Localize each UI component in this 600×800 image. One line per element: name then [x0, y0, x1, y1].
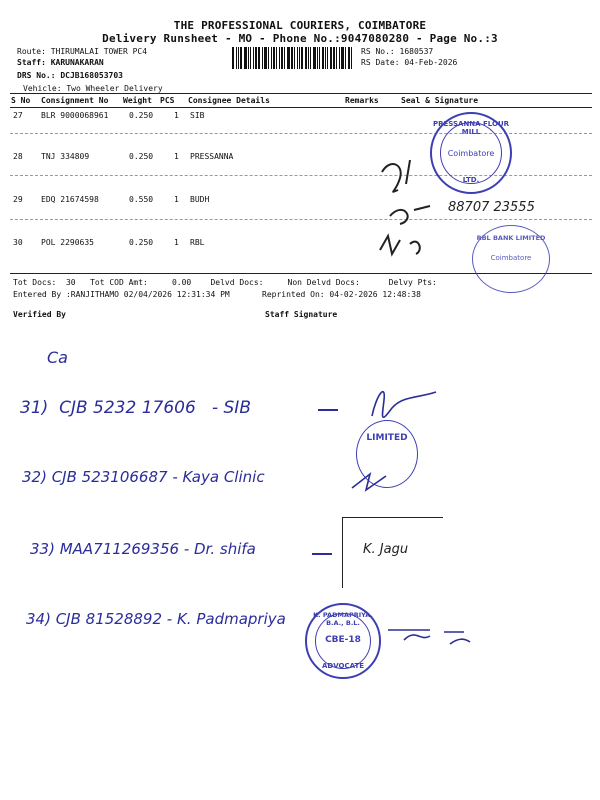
row-pcs: 1 — [174, 195, 179, 204]
row-consignee: SIB — [190, 111, 205, 120]
barcode-bar — [345, 47, 346, 69]
col-remarks: Remarks — [345, 96, 379, 105]
barcode-bar — [238, 47, 239, 69]
barcode-bar — [250, 47, 251, 69]
barcode-bar — [310, 47, 311, 69]
barcode-bar — [291, 47, 293, 69]
barcode-bar — [301, 47, 303, 69]
col-pcs: PCS — [160, 96, 175, 105]
stamp-text: Coimbatore — [490, 254, 532, 262]
col-consignee: Consignee Details — [188, 96, 270, 105]
pressanna-stamp — [430, 112, 512, 194]
dash-mark — [318, 409, 338, 411]
barcode-bar — [264, 47, 267, 69]
advocate-stamp — [305, 603, 381, 679]
barcode-bar — [284, 47, 285, 69]
barcode-bar — [268, 47, 269, 69]
signature-kaya — [346, 466, 406, 496]
row-weight: 0.250 — [129, 111, 154, 120]
row-sno: 30 — [13, 238, 23, 247]
barcode-bar — [271, 47, 272, 69]
barcode-bar — [348, 47, 350, 69]
stamp-text: PRESSANNA FLOUR MILL — [432, 120, 510, 136]
row-sno: 27 — [13, 111, 23, 120]
barcode-bar — [240, 47, 242, 69]
barcode-bar — [253, 47, 254, 69]
row-consignment: EDQ 21674598 — [41, 195, 99, 204]
row-sno: 29 — [13, 195, 23, 204]
barcode-bar — [287, 47, 290, 69]
col-weight: Weight — [123, 96, 152, 105]
barcode-bar — [339, 47, 340, 69]
barcode-bar — [336, 47, 337, 69]
barcode-bar — [351, 47, 352, 69]
col-consignment: Consignment No — [41, 96, 109, 105]
handwritten-entry: 32) CJB 523106687 - Kaya Clinic — [22, 468, 265, 486]
barcode-bar — [262, 47, 263, 69]
row-consignee: RBL — [190, 238, 205, 247]
stamp-text: LIMITED — [366, 433, 408, 443]
rs-date: RS Date: 04-Feb-2026 — [361, 58, 458, 67]
barcode-bar — [281, 47, 283, 69]
row-weight: 0.250 — [129, 238, 154, 247]
signature-sib — [362, 378, 442, 428]
barcode-bar — [258, 47, 260, 69]
barcode-bar — [313, 47, 316, 69]
barcode-bar — [236, 47, 237, 69]
row-weight: 0.250 — [129, 152, 154, 161]
runsheet-subtitle: Delivery Runsheet - MO - Phone No.:9047080280 - Page No.:3 — [102, 32, 498, 45]
row-consignee: BUDH — [190, 195, 210, 204]
handwritten-entry: 33) MAA711269356 - Dr. shifa — [30, 540, 256, 558]
row-consignment: POL 2290635 — [41, 238, 94, 247]
barcode-bar — [319, 47, 320, 69]
barcode-bar — [276, 47, 277, 69]
barcode-bar — [255, 47, 257, 69]
staff-signature-label: Staff Signature — [265, 310, 338, 319]
col-sno: S No — [11, 96, 31, 105]
company-title: THE PROFESSIONAL COURIERS, COIMBATORE — [173, 19, 427, 32]
barcode-bar — [305, 47, 307, 69]
signature-scribble — [382, 160, 410, 192]
barcode-bar — [317, 47, 318, 69]
stamp-text: K. PADMAPRIYA, B.A., B.L. — [313, 611, 373, 627]
row-consignee: PRESSANNA — [190, 152, 234, 161]
stamp-text: Coimbatore — [447, 149, 495, 158]
barcode — [232, 47, 356, 69]
signature-padmapriya — [384, 620, 474, 650]
row-sno: 28 — [13, 152, 23, 161]
route-label: Route: THIRUMALAI TOWER PC4 — [17, 47, 148, 56]
handwritten-phone: 88707 23555 — [448, 200, 535, 215]
barcode-bar — [341, 47, 344, 69]
barcode-bar — [273, 47, 275, 69]
entered-by: Entered By :RANJITHAMO 02/04/2026 12:31:34 PM — [13, 290, 230, 299]
row-pcs: 1 — [174, 111, 179, 120]
handwritten-entry: 31) CJB 5232 17606 - SIB — [20, 398, 251, 418]
drs-number: DRS No.: DCJB168053703 — [17, 71, 123, 80]
barcode-bar — [333, 47, 335, 69]
row-pcs: 1 — [174, 238, 179, 247]
stamp-text: RBL BANK LIMITED — [476, 234, 546, 242]
barcode-bar — [322, 47, 324, 69]
row-consignment: TNJ 334809 — [41, 152, 90, 161]
barcode-bar — [325, 47, 326, 69]
staff-label: Staff: KARUNAKARAN — [17, 58, 104, 67]
barcode-bar — [327, 47, 328, 69]
handwritten-entry: 34) CJB 81528892 - K. Padmapriya — [26, 610, 286, 628]
row-pcs: 1 — [174, 152, 179, 161]
barcode-bar — [299, 47, 300, 69]
barcode-bar — [297, 47, 298, 69]
signature-jagu: K. Jagu — [363, 542, 409, 557]
signature-scribble — [390, 206, 430, 224]
barcode-bar — [279, 47, 280, 69]
col-seal: Seal & Signature — [401, 96, 479, 105]
handwritten-marker: Ca — [47, 348, 68, 367]
rs-number: RS No.: 1680537 — [361, 47, 434, 56]
row-consignment: BLR 9000068961 — [41, 111, 109, 120]
barcode-bar — [308, 47, 309, 69]
stamp-text: ADVOCATE — [321, 662, 365, 670]
stamp-text: CBE-18 — [325, 635, 361, 645]
totals-line: Tot Docs: 30 Tot COD Amt: 0.00 Delvd Docs: Non Delvd Docs: Delvy Pts: — [13, 278, 437, 287]
signature-scribble — [380, 236, 420, 254]
barcode-bar — [232, 47, 234, 69]
dash-mark — [312, 553, 332, 555]
barcode-bar — [248, 47, 249, 69]
barcode-bar — [330, 47, 332, 69]
reprinted-on: Reprinted On: 04-02-2026 12:48:38 — [262, 290, 421, 299]
barcode-bar — [294, 47, 295, 69]
barcode-bar — [244, 47, 247, 69]
rbl-bank-stamp — [472, 225, 550, 293]
row-weight: 0.550 — [129, 195, 154, 204]
stamp-text: LTD. — [462, 176, 480, 184]
vehicle-label: Vehicle: Two Wheeler Delivery — [23, 84, 163, 93]
verified-by: Verified By — [13, 310, 66, 319]
